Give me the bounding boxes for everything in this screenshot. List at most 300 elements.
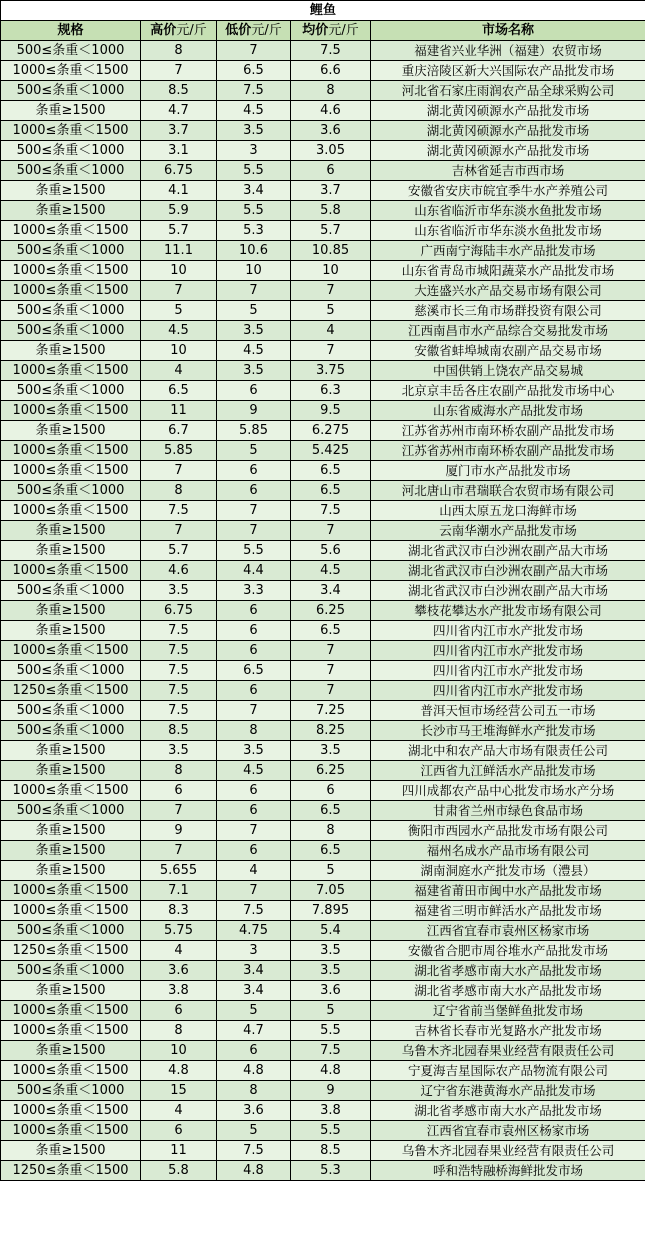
table-row (1, 241, 645, 261)
market-cell: 衡阳市西园水产品批发市场有限公司 (371, 821, 645, 841)
spec-cell: 1000≤条重＜1500 (1, 1121, 141, 1141)
low-price-cell: 10.6 (217, 241, 291, 261)
high-price-cell: 4.6 (141, 561, 217, 581)
low-price-cell: 4.75 (217, 921, 291, 941)
high-price-cell: 15 (141, 1081, 217, 1101)
table-row (1, 881, 645, 901)
table-row (1, 441, 645, 461)
market-cell: 四川省内江市水产批发市场 (371, 661, 645, 681)
avg-price-cell: 3.75 (291, 361, 371, 381)
spec-cell: 1250≤条重＜1500 (1, 941, 141, 961)
table-row (1, 701, 645, 721)
table-row (1, 201, 645, 221)
low-price-cell: 3.6 (217, 1101, 291, 1121)
high-price-cell: 5.9 (141, 201, 217, 221)
avg-price-cell: 7.5 (291, 41, 371, 61)
low-price-cell: 3 (217, 941, 291, 961)
spec-cell: 条重≥1500 (1, 821, 141, 841)
market-cell: 宁夏海吉星国际农产品物流有限公司 (371, 1061, 645, 1081)
spec-cell: 条重≥1500 (1, 541, 141, 561)
header-avg-unit: 元/斤 (328, 23, 359, 38)
low-price-cell: 6 (217, 1041, 291, 1061)
low-price-cell: 5.5 (217, 201, 291, 221)
market-cell: 长沙市马王堆海鲜水产批发市场 (371, 721, 645, 741)
market-cell: 乌鲁木齐北园春果业经营有限责任公司 (371, 1041, 645, 1061)
low-price-cell: 6.5 (217, 661, 291, 681)
low-price-cell: 3 (217, 141, 291, 161)
table-row (1, 841, 645, 861)
high-price-cell: 7 (141, 281, 217, 301)
low-price-cell: 5.85 (217, 421, 291, 441)
avg-price-cell: 10.85 (291, 241, 371, 261)
high-price-cell: 5.75 (141, 921, 217, 941)
high-price-cell: 5.655 (141, 861, 217, 881)
market-cell: 四川省内江市水产批发市场 (371, 641, 645, 661)
high-price-cell: 7.5 (141, 701, 217, 721)
market-cell: 河北唐山市君瑞联合农贸市场有限公司 (371, 481, 645, 501)
low-price-cell: 7 (217, 41, 291, 61)
market-cell: 云南华潮水产品批发市场 (371, 521, 645, 541)
high-price-cell: 6 (141, 1001, 217, 1021)
avg-price-cell: 5 (291, 1001, 371, 1021)
spec-cell: 500≤条重＜1000 (1, 81, 141, 101)
low-price-cell: 6 (217, 841, 291, 861)
avg-price-cell: 6.5 (291, 621, 371, 641)
low-price-cell: 6.5 (217, 61, 291, 81)
spec-cell: 1000≤条重＜1500 (1, 501, 141, 521)
high-price-cell: 6.7 (141, 421, 217, 441)
high-price-cell: 3.8 (141, 981, 217, 1001)
header-avg-label: 均价 (302, 23, 329, 38)
low-price-cell: 5.5 (217, 161, 291, 181)
spec-cell: 500≤条重＜1000 (1, 161, 141, 181)
table-row (1, 1081, 645, 1101)
low-price-cell: 3.3 (217, 581, 291, 601)
market-cell: 湖北中和农产品大市场有限责任公司 (371, 741, 645, 761)
low-price-cell: 4.5 (217, 341, 291, 361)
market-cell: 四川成都农产品中心批发市场水产分场 (371, 781, 645, 801)
avg-price-cell: 5.3 (291, 1161, 371, 1181)
low-price-cell: 6 (217, 681, 291, 701)
spec-cell: 条重≥1500 (1, 981, 141, 1001)
market-cell: 乌鲁木齐北园春果业经营有限责任公司 (371, 1141, 645, 1161)
high-price-cell: 8.5 (141, 721, 217, 741)
table-row (1, 1161, 645, 1181)
avg-price-cell: 9 (291, 1081, 371, 1101)
high-price-cell: 9 (141, 821, 217, 841)
low-price-cell: 6 (217, 781, 291, 801)
market-cell: 大连盛兴水产品交易市场有限公司 (371, 281, 645, 301)
market-cell: 湖北黄冈硕源水产品批发市场 (371, 101, 645, 121)
spec-cell: 条重≥1500 (1, 761, 141, 781)
low-price-cell: 7 (217, 521, 291, 541)
avg-price-cell: 5 (291, 301, 371, 321)
high-price-cell: 7.5 (141, 681, 217, 701)
low-price-cell: 7 (217, 281, 291, 301)
avg-price-cell: 5 (291, 861, 371, 881)
table-row (1, 401, 645, 421)
table-row (1, 761, 645, 781)
avg-price-cell: 6.5 (291, 461, 371, 481)
table-row (1, 821, 645, 841)
market-cell: 山东省青岛市城阳蔬菜水产品批发市场 (371, 261, 645, 281)
low-price-cell: 3.5 (217, 321, 291, 341)
avg-price-cell: 7 (291, 681, 371, 701)
low-price-cell: 6 (217, 641, 291, 661)
high-price-cell: 4.5 (141, 321, 217, 341)
market-cell: 四川省内江市水产批发市场 (371, 681, 645, 701)
spec-cell: 500≤条重＜1000 (1, 701, 141, 721)
high-price-cell: 3.6 (141, 961, 217, 981)
avg-price-cell: 8 (291, 821, 371, 841)
table-row (1, 481, 645, 501)
low-price-cell: 7 (217, 701, 291, 721)
low-price-cell: 7 (217, 881, 291, 901)
market-cell: 山东省威海水产品批发市场 (371, 401, 645, 421)
low-price-cell: 5 (217, 1121, 291, 1141)
spec-cell: 1000≤条重＜1500 (1, 641, 141, 661)
avg-price-cell: 7.05 (291, 881, 371, 901)
avg-price-cell: 8 (291, 81, 371, 101)
market-cell: 山西太原五龙口海鲜市场 (371, 501, 645, 521)
low-price-cell: 4.8 (217, 1061, 291, 1081)
avg-price-cell: 7.895 (291, 901, 371, 921)
market-cell: 四川省内江市水产批发市场 (371, 621, 645, 641)
table-row (1, 801, 645, 821)
spec-cell: 条重≥1500 (1, 1141, 141, 1161)
market-cell: 湖北省孝感市南大水产品批发市场 (371, 961, 645, 981)
header-low-label: 低价 (225, 23, 252, 38)
header-spec: 规格 (1, 21, 141, 41)
high-price-cell: 8.3 (141, 901, 217, 921)
high-price-cell: 10 (141, 1041, 217, 1061)
table-row (1, 261, 645, 281)
avg-price-cell: 5.4 (291, 921, 371, 941)
high-price-cell: 5.85 (141, 441, 217, 461)
high-price-cell: 5.7 (141, 541, 217, 561)
table-row (1, 141, 645, 161)
table-row (1, 101, 645, 121)
avg-price-cell: 3.6 (291, 981, 371, 1001)
table-row (1, 741, 645, 761)
avg-price-cell: 6.275 (291, 421, 371, 441)
avg-price-cell: 10 (291, 261, 371, 281)
spec-cell: 1250≤条重＜1500 (1, 681, 141, 701)
avg-price-cell: 7 (291, 341, 371, 361)
spec-cell: 500≤条重＜1000 (1, 801, 141, 821)
spec-cell: 500≤条重＜1000 (1, 581, 141, 601)
spec-cell: 条重≥1500 (1, 841, 141, 861)
market-cell: 江西南昌市水产品综合交易批发市场 (371, 321, 645, 341)
table-row (1, 901, 645, 921)
spec-cell: 1000≤条重＜1500 (1, 1001, 141, 1021)
avg-price-cell: 6 (291, 161, 371, 181)
low-price-cell: 4.8 (217, 1161, 291, 1181)
spec-cell: 条重≥1500 (1, 861, 141, 881)
table-row (1, 61, 645, 81)
spec-cell: 条重≥1500 (1, 741, 141, 761)
market-cell: 福州名成水产品市场有限公司 (371, 841, 645, 861)
table-row (1, 921, 645, 941)
avg-price-cell: 5.7 (291, 221, 371, 241)
spec-cell: 1000≤条重＜1500 (1, 901, 141, 921)
high-price-cell: 4 (141, 361, 217, 381)
high-price-cell: 4.8 (141, 1061, 217, 1081)
market-cell: 江西省宜春市袁州区杨家市场 (371, 921, 645, 941)
spec-cell: 条重≥1500 (1, 101, 141, 121)
high-price-cell: 6.5 (141, 381, 217, 401)
table-row (1, 621, 645, 641)
avg-price-cell: 3.8 (291, 1101, 371, 1121)
spec-cell: 条重≥1500 (1, 1041, 141, 1061)
table-row (1, 681, 645, 701)
table-row (1, 381, 645, 401)
high-price-cell: 4 (141, 941, 217, 961)
low-price-cell: 10 (217, 261, 291, 281)
table-row (1, 561, 645, 581)
table-row (1, 961, 645, 981)
table-row (1, 161, 645, 181)
table-row (1, 41, 645, 61)
avg-price-cell: 5.5 (291, 1121, 371, 1141)
high-price-cell: 6.75 (141, 601, 217, 621)
table-row (1, 1141, 645, 1161)
spec-cell: 500≤条重＜1000 (1, 921, 141, 941)
market-cell: 福建省兴业华洲（福建）农贸市场 (371, 41, 645, 61)
spec-cell: 500≤条重＜1000 (1, 241, 141, 261)
table-row (1, 1041, 645, 1061)
spec-cell: 1000≤条重＜1500 (1, 1021, 141, 1041)
avg-price-cell: 3.4 (291, 581, 371, 601)
low-price-cell: 7.5 (217, 901, 291, 921)
high-price-cell: 7.5 (141, 661, 217, 681)
avg-price-cell: 4.8 (291, 1061, 371, 1081)
spec-cell: 1000≤条重＜1500 (1, 61, 141, 81)
low-price-cell: 5.3 (217, 221, 291, 241)
avg-price-cell: 7 (291, 661, 371, 681)
table-title: 鲤鱼 (1, 1, 645, 21)
high-price-cell: 7.5 (141, 501, 217, 521)
table-row (1, 1121, 645, 1141)
spec-cell: 500≤条重＜1000 (1, 481, 141, 501)
high-price-cell: 5.7 (141, 221, 217, 241)
spec-cell: 500≤条重＜1000 (1, 721, 141, 741)
spec-cell: 500≤条重＜1000 (1, 141, 141, 161)
spec-cell: 1000≤条重＜1500 (1, 121, 141, 141)
avg-price-cell: 3.7 (291, 181, 371, 201)
high-price-cell: 4.1 (141, 181, 217, 201)
header-market: 市场名称 (371, 21, 645, 41)
avg-price-cell: 7.5 (291, 501, 371, 521)
spec-cell: 500≤条重＜1000 (1, 661, 141, 681)
low-price-cell: 7.5 (217, 1141, 291, 1161)
avg-price-cell: 7 (291, 281, 371, 301)
low-price-cell: 9 (217, 401, 291, 421)
avg-price-cell: 3.5 (291, 741, 371, 761)
spec-cell: 500≤条重＜1000 (1, 381, 141, 401)
high-price-cell: 11 (141, 401, 217, 421)
low-price-cell: 4.4 (217, 561, 291, 581)
table-row (1, 981, 645, 1001)
avg-price-cell: 7.25 (291, 701, 371, 721)
header-high-price (141, 21, 217, 41)
market-cell: 福建省莆田市闽中水产品批发市场 (371, 881, 645, 901)
table-row (1, 301, 645, 321)
avg-price-cell: 6.25 (291, 601, 371, 621)
high-price-cell: 8 (141, 761, 217, 781)
high-price-cell: 3.5 (141, 741, 217, 761)
high-price-cell: 6 (141, 1121, 217, 1141)
high-price-cell: 7 (141, 801, 217, 821)
market-cell: 湖北省武汉市白沙洲农副产品大市场 (371, 541, 645, 561)
table-row (1, 1061, 645, 1081)
market-cell: 吉林省长春市光复路水产批发市场 (371, 1021, 645, 1041)
table-row (1, 861, 645, 881)
avg-price-cell: 3.5 (291, 941, 371, 961)
table-row (1, 181, 645, 201)
avg-price-cell: 6.25 (291, 761, 371, 781)
market-cell: 湖北省武汉市白沙洲农副产品大市场 (371, 561, 645, 581)
market-cell: 河北省石家庄雨润农产品全球采购公司 (371, 81, 645, 101)
spec-cell: 1000≤条重＜1500 (1, 281, 141, 301)
market-cell: 湖北省孝感市南大水产品批发市场 (371, 981, 645, 1001)
table-row (1, 941, 645, 961)
spec-cell: 1000≤条重＜1500 (1, 221, 141, 241)
table-row (1, 341, 645, 361)
market-cell: 江苏省苏州市南环桥农副产品批发市场 (371, 441, 645, 461)
table-row (1, 541, 645, 561)
spec-cell: 条重≥1500 (1, 341, 141, 361)
market-cell: 湖南洞庭水产批发市场（澧县） (371, 861, 645, 881)
market-cell: 中国供销上饶农产品交易城 (371, 361, 645, 381)
low-price-cell: 5.5 (217, 541, 291, 561)
high-price-cell: 11 (141, 1141, 217, 1161)
avg-price-cell: 6.5 (291, 801, 371, 821)
high-price-cell: 7 (141, 521, 217, 541)
avg-price-cell: 5.8 (291, 201, 371, 221)
avg-price-cell: 8.5 (291, 1141, 371, 1161)
low-price-cell: 6 (217, 801, 291, 821)
market-cell: 吉林省延吉市西市场 (371, 161, 645, 181)
market-cell: 江西省宜春市袁州区杨家市场 (371, 1121, 645, 1141)
spec-cell: 1000≤条重＜1500 (1, 561, 141, 581)
table-body (1, 41, 645, 1181)
low-price-cell: 7.5 (217, 81, 291, 101)
low-price-cell: 3.4 (217, 181, 291, 201)
low-price-cell: 4.5 (217, 101, 291, 121)
high-price-cell: 10 (141, 341, 217, 361)
table-row (1, 641, 645, 661)
market-cell: 安徽省安庆市皖宜季牛水产养殖公司 (371, 181, 645, 201)
spec-cell: 500≤条重＜1000 (1, 1081, 141, 1101)
avg-price-cell: 6.5 (291, 841, 371, 861)
low-price-cell: 8 (217, 721, 291, 741)
spec-cell: 条重≥1500 (1, 421, 141, 441)
low-price-cell: 5 (217, 1001, 291, 1021)
table-row (1, 121, 645, 141)
table-row (1, 361, 645, 381)
market-cell: 普洱天恒市场经营公司五一市场 (371, 701, 645, 721)
high-price-cell: 3.1 (141, 141, 217, 161)
avg-price-cell: 6 (291, 781, 371, 801)
avg-price-cell: 6.6 (291, 61, 371, 81)
low-price-cell: 4.7 (217, 1021, 291, 1041)
low-price-cell: 4 (217, 861, 291, 881)
high-price-cell: 8 (141, 481, 217, 501)
low-price-cell: 3.5 (217, 741, 291, 761)
low-price-cell: 6 (217, 601, 291, 621)
market-cell: 呼和浩特融桥海鲜批发市场 (371, 1161, 645, 1181)
high-price-cell: 7.5 (141, 641, 217, 661)
table-row (1, 221, 645, 241)
low-price-cell: 7 (217, 821, 291, 841)
low-price-cell: 3.4 (217, 961, 291, 981)
market-cell: 攀枝花攀达水产批发市场有限公司 (371, 601, 645, 621)
header-low-price (217, 21, 291, 41)
market-cell: 安徽省合肥市周谷堆水产品批发市场 (371, 941, 645, 961)
avg-price-cell: 7 (291, 521, 371, 541)
header-high-label: 高价 (150, 23, 177, 38)
market-cell: 辽宁省东港黄海水产品批发市场 (371, 1081, 645, 1101)
low-price-cell: 6 (217, 381, 291, 401)
table-row (1, 721, 645, 741)
spec-cell: 1000≤条重＜1500 (1, 461, 141, 481)
table-header-row (1, 21, 645, 41)
high-price-cell: 3.5 (141, 581, 217, 601)
low-price-cell: 6 (217, 461, 291, 481)
market-cell: 湖北黄冈硕源水产品批发市场 (371, 141, 645, 161)
low-price-cell: 8 (217, 1081, 291, 1101)
table-row (1, 421, 645, 441)
avg-price-cell: 5.5 (291, 1021, 371, 1041)
high-price-cell: 4.7 (141, 101, 217, 121)
avg-price-cell: 4 (291, 321, 371, 341)
market-cell: 慈溪市长三角市场群投资有限公司 (371, 301, 645, 321)
market-cell: 山东省临沂市华东淡水鱼批发市场 (371, 201, 645, 221)
spec-cell: 条重≥1500 (1, 601, 141, 621)
table-row (1, 521, 645, 541)
table-row (1, 461, 645, 481)
spec-cell: 1250≤条重＜1500 (1, 1161, 141, 1181)
spec-cell: 500≤条重＜1000 (1, 321, 141, 341)
table-title-row (1, 1, 645, 21)
high-price-cell: 3.7 (141, 121, 217, 141)
high-price-cell: 5 (141, 301, 217, 321)
spec-cell: 1000≤条重＜1500 (1, 401, 141, 421)
low-price-cell: 5 (217, 301, 291, 321)
avg-price-cell: 3.6 (291, 121, 371, 141)
high-price-cell: 8 (141, 1021, 217, 1041)
spec-cell: 条重≥1500 (1, 181, 141, 201)
table-row (1, 781, 645, 801)
spec-cell: 条重≥1500 (1, 621, 141, 641)
low-price-cell: 6 (217, 621, 291, 641)
table-row (1, 1021, 645, 1041)
spec-cell: 500≤条重＜1000 (1, 301, 141, 321)
high-price-cell: 6.75 (141, 161, 217, 181)
high-price-cell: 7 (141, 841, 217, 861)
spec-cell: 1000≤条重＜1500 (1, 441, 141, 461)
low-price-cell: 6 (217, 481, 291, 501)
market-cell: 江西省九江鲜活水产品批发市场 (371, 761, 645, 781)
high-price-cell: 8 (141, 41, 217, 61)
market-cell: 甘肃省兰州市绿色食品市场 (371, 801, 645, 821)
market-cell: 湖北黄冈硕源水产品批发市场 (371, 121, 645, 141)
avg-price-cell: 5.6 (291, 541, 371, 561)
avg-price-cell: 6.3 (291, 381, 371, 401)
market-cell: 广西南宁海陆丰水产品批发市场 (371, 241, 645, 261)
avg-price-cell: 3.5 (291, 961, 371, 981)
